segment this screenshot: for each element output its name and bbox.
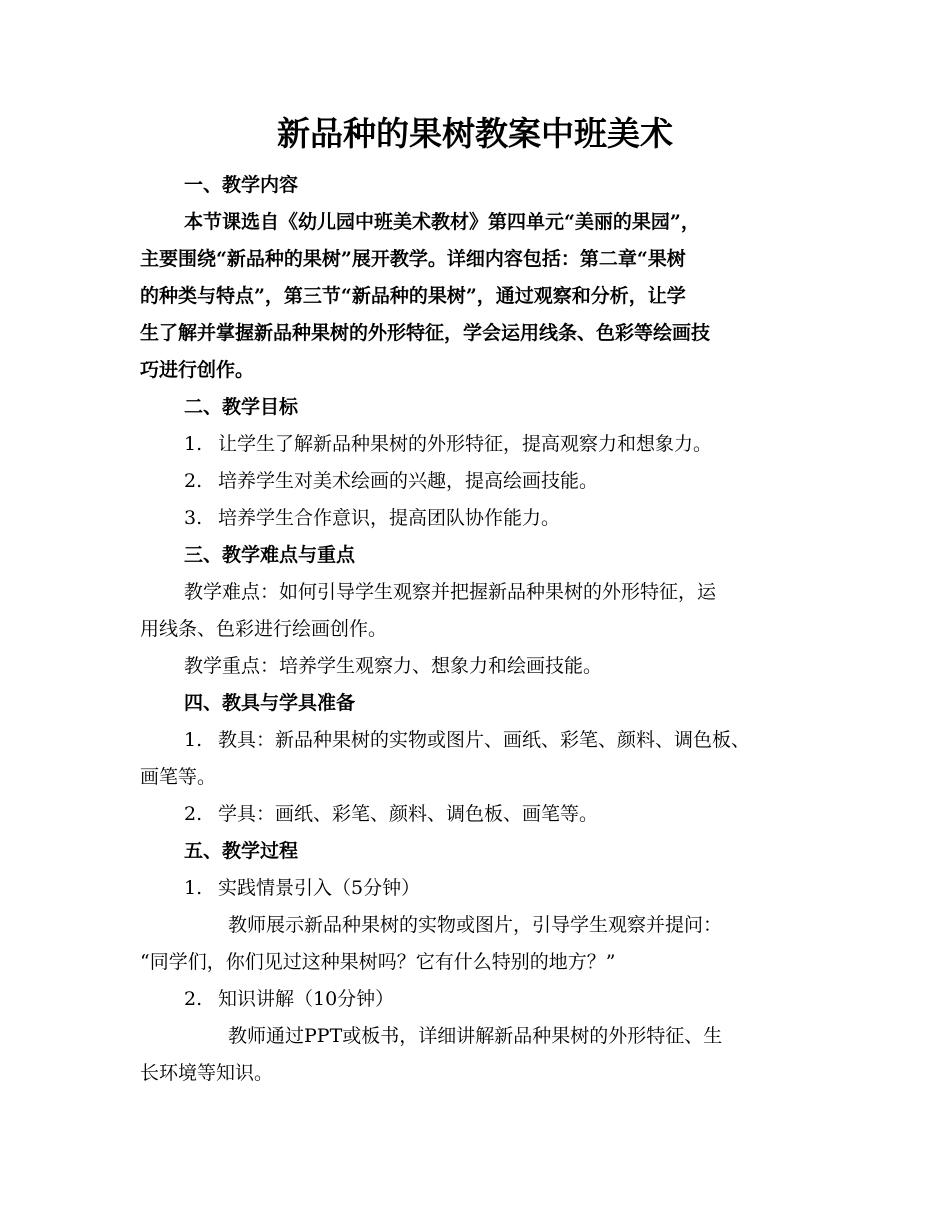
section-heading-process: 五、教学过程 bbox=[184, 840, 299, 862]
list-item bbox=[184, 799, 598, 829]
list-item bbox=[184, 503, 560, 533]
list-item-number: 2. bbox=[184, 988, 203, 1010]
list-item-text: 实践情景引入（5分钟） bbox=[218, 877, 421, 899]
list-item bbox=[184, 873, 420, 903]
list-item bbox=[184, 429, 712, 459]
paragraph-line: 生了解并掌握新品种果树的外形特征，学会运用线条、色彩等绘画技 bbox=[140, 322, 711, 344]
list-item-number: 1. bbox=[184, 877, 203, 899]
paragraph-line: 教学难点：如何引导学生观察并把握新品种果树的外形特征，运 bbox=[184, 581, 717, 603]
list-item-text: 学具：画纸、彩笔、颜料、调色板、画笔等。 bbox=[218, 803, 599, 825]
list-item-number: 3. bbox=[184, 507, 203, 529]
list-item-text: 让学生了解新品种果树的外形特征，提高观察力和想象力。 bbox=[218, 433, 713, 455]
section-heading-content: 一、教学内容 bbox=[184, 174, 299, 196]
list-item-text: 教具：新品种果树的实物或图片、画纸、彩笔、颜料、调色板、 bbox=[218, 729, 751, 751]
paragraph-line: 主要围绕“新品种的果树”展开教学。详细内容包括：第二章“果树 bbox=[140, 248, 686, 270]
paragraph-line: 教学重点：培养学生观察力、想象力和绘画技能。 bbox=[184, 655, 603, 677]
list-item-text: 培养学生对美术绘画的兴趣，提高绘画技能。 bbox=[218, 470, 599, 492]
list-item-text: 培养学生合作意识，提高团队协作能力。 bbox=[218, 507, 561, 529]
paragraph-line: 用线条、色彩进行绘画创作。 bbox=[140, 618, 388, 640]
list-item-number: 2. bbox=[184, 470, 203, 492]
list-item bbox=[184, 466, 598, 496]
paragraph-line: 巧进行创作。 bbox=[140, 359, 255, 381]
list-item bbox=[184, 725, 750, 755]
list-item-continuation: 画笔等。 bbox=[140, 766, 217, 788]
list-item-number: 1. bbox=[184, 729, 203, 751]
document-title: 新品种的果树教案中班美术 bbox=[277, 114, 673, 153]
paragraph-line: 长环境等知识。 bbox=[140, 1062, 274, 1084]
list-item-number: 2. bbox=[184, 803, 203, 825]
paragraph-line: 教师通过PPT或板书，详细讲解新品种果树的外形特征、生 bbox=[228, 1025, 723, 1047]
section-heading-difficulty: 三、教学难点与重点 bbox=[184, 544, 356, 566]
paragraph-line: 的种类与特点”，第三节“新品种的果树”，通过观察和分析，让学 bbox=[140, 285, 686, 307]
list-item bbox=[184, 984, 394, 1014]
paragraph-line: 本节课选自《幼儿园中班美术教材》第四单元“美丽的果园”， bbox=[184, 211, 700, 233]
section-heading-objectives: 二、教学目标 bbox=[184, 396, 299, 418]
list-item-text: 知识讲解（10分钟） bbox=[218, 988, 395, 1010]
paragraph-line: 教师展示新品种果树的实物或图片，引导学生观察并提问： bbox=[228, 914, 723, 936]
paragraph-line: “同学们，你们见过这种果树吗？它有什么特别的地方？” bbox=[140, 951, 616, 973]
section-heading-materials: 四、教具与学具准备 bbox=[184, 692, 356, 714]
list-item-number: 1. bbox=[184, 433, 203, 455]
